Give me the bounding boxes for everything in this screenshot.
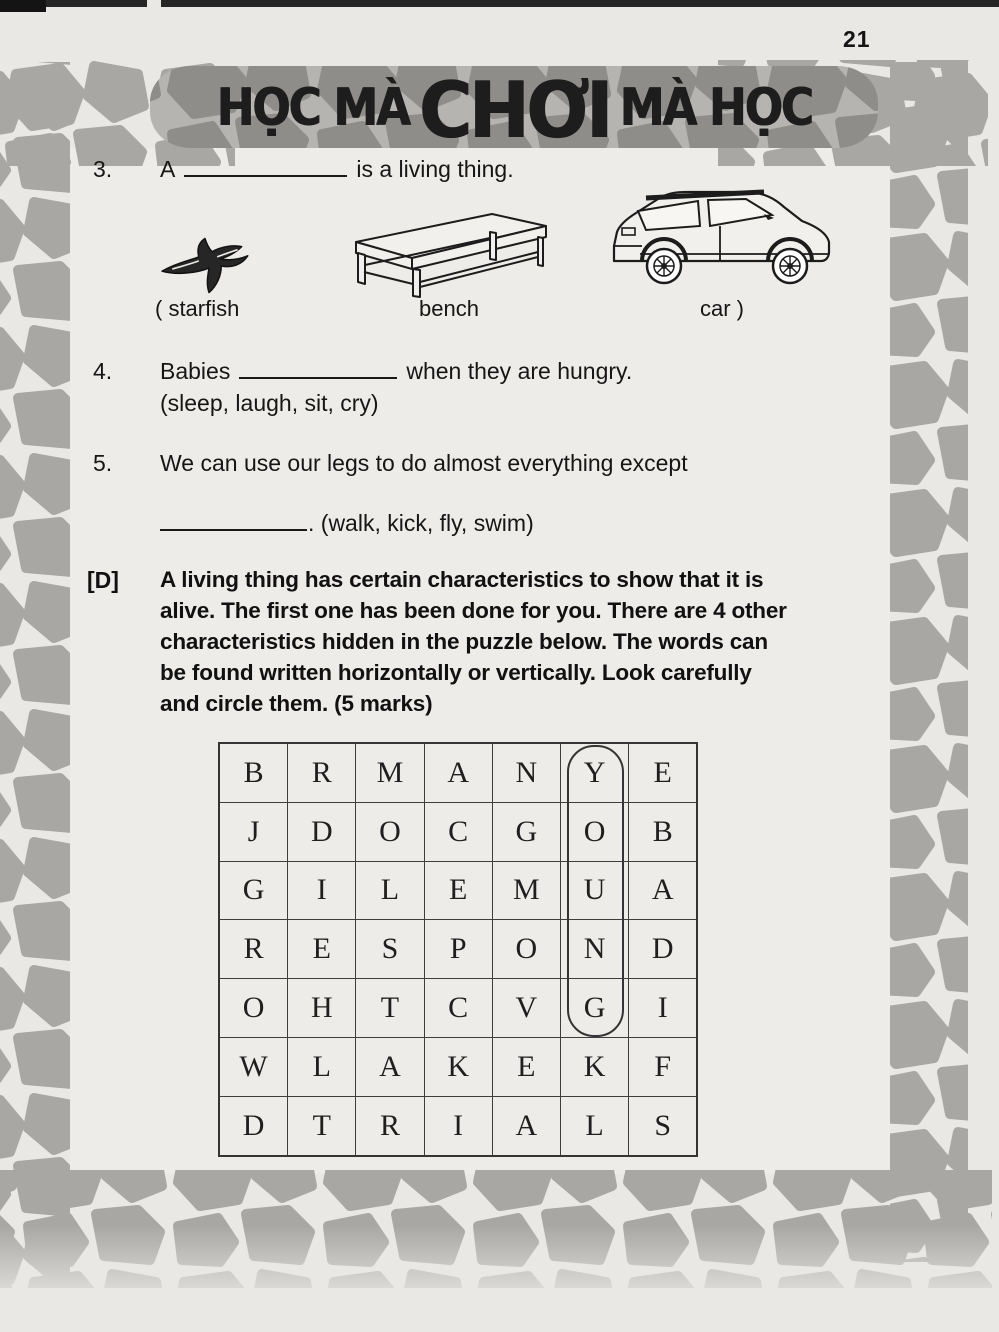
puzzle-cell: E	[492, 1037, 560, 1096]
puzzle-cell: L	[356, 861, 424, 920]
puzzle-cell: D	[219, 1096, 288, 1155]
puzzle-cell: S	[356, 920, 424, 979]
bench-image	[350, 208, 550, 300]
puzzle-row	[219, 979, 697, 1038]
question-4-options: (sleep, laugh, sit, cry)	[160, 390, 379, 416]
page-title	[150, 64, 878, 156]
puzzle-cell: O	[219, 979, 288, 1038]
puzzle-cell: H	[288, 979, 356, 1038]
q5-post-text: . (walk, kick, fly, swim)	[308, 510, 534, 536]
puzzle-row	[219, 1037, 697, 1096]
puzzle-cell: G	[492, 802, 560, 861]
puzzle-cell: N	[492, 743, 560, 802]
puzzle-cell: O	[492, 920, 560, 979]
puzzle-row	[219, 920, 697, 979]
puzzle-cell: C	[424, 979, 492, 1038]
puzzle-cell: B	[629, 802, 698, 861]
puzzle-cell: L	[288, 1037, 356, 1096]
puzzle-cell: I	[424, 1096, 492, 1155]
puzzle-cell: J	[219, 802, 288, 861]
puzzle-row	[219, 802, 697, 861]
section-d-line-4: be found written horizontally or vertically. Look carefully	[160, 660, 752, 685]
bench-label: bench	[419, 296, 479, 321]
q4-answer-blank	[239, 358, 397, 379]
puzzle-cell: A	[492, 1096, 560, 1155]
section-d-line-3: characteristics hidden in the puzzle below. The words can	[160, 629, 768, 654]
puzzle-cell: E	[424, 861, 492, 920]
section-d-label: [D]	[87, 567, 119, 593]
puzzle-row	[219, 743, 697, 802]
q4-post-text: when they are hungry.	[406, 358, 633, 384]
puzzle-cell: A	[629, 861, 698, 920]
question-5-text: We can use our legs to do almost everything except	[160, 450, 688, 476]
puzzle-row	[219, 861, 697, 920]
page-number: 21	[843, 26, 871, 52]
puzzle-cell: R	[288, 743, 356, 802]
question-3-text	[160, 156, 514, 183]
puzzle-cell: B	[219, 743, 288, 802]
circled-word-young-oval	[567, 745, 624, 1037]
puzzle-cell: G	[560, 979, 628, 1038]
puzzle-cell: R	[219, 920, 288, 979]
puzzle-cell: D	[288, 802, 356, 861]
puzzle-cell: O	[356, 802, 424, 861]
puzzle-cell: K	[560, 1037, 628, 1096]
puzzle-cell: S	[629, 1096, 698, 1155]
puzzle-cell: E	[288, 920, 356, 979]
section-d-line-2: alive. The first one has been done for you. There are 4 other	[160, 598, 787, 623]
border-pattern-left	[0, 62, 70, 1284]
puzzle-cell: T	[288, 1096, 356, 1155]
puzzle-cell: M	[356, 743, 424, 802]
question-4-number: 4.	[93, 358, 113, 384]
question-5-blank-line	[160, 510, 534, 537]
car-image	[602, 184, 842, 296]
puzzle-cell: E	[629, 743, 698, 802]
question-4-text	[160, 358, 632, 385]
puzzle-cell: W	[219, 1037, 288, 1096]
puzzle-cell: U	[560, 861, 628, 920]
q3-pre-text: A	[160, 156, 176, 182]
puzzle-cell: R	[356, 1096, 424, 1155]
puzzle-cell: K	[424, 1037, 492, 1096]
top-bar-notch	[147, 0, 161, 7]
puzzle-cell: I	[629, 979, 698, 1038]
puzzle-cell: T	[356, 979, 424, 1038]
question-5-number: 5.	[93, 450, 113, 476]
q3-answer-blank	[184, 156, 347, 177]
title-part-3: MÀ HỌC	[619, 76, 812, 138]
puzzle-cell: P	[424, 920, 492, 979]
top-left-corner-mark	[0, 0, 46, 12]
puzzle-cell: L	[560, 1096, 628, 1155]
puzzle-cell: A	[356, 1037, 424, 1096]
puzzle-cell: F	[629, 1037, 698, 1096]
puzzle-cell: Y	[560, 743, 628, 802]
q5-answer-blank	[160, 510, 307, 531]
q4-pre-text: Babies	[160, 358, 231, 384]
puzzle-row	[219, 1096, 697, 1155]
starfish-image	[158, 234, 260, 296]
title-part-1: HỌC MÀ	[216, 76, 409, 138]
starfish-label: ( starfish	[155, 296, 240, 321]
section-d-line-1: A living thing has certain characteristics to show that it is	[160, 567, 764, 592]
question-3-number: 3.	[93, 156, 113, 182]
puzzle-cell: C	[424, 802, 492, 861]
puzzle-cell: D	[629, 920, 698, 979]
puzzle-cell: M	[492, 861, 560, 920]
border-pattern-right	[890, 62, 968, 1262]
title-part-2: CHƠI	[418, 64, 610, 156]
puzzle-cell: N	[560, 920, 628, 979]
puzzle-cell: A	[424, 743, 492, 802]
q3-post-text: is a living thing.	[356, 156, 514, 182]
puzzle-cell: V	[492, 979, 560, 1038]
car-label: car )	[700, 296, 744, 321]
puzzle-cell: O	[560, 802, 628, 861]
puzzle-cell: G	[219, 861, 288, 920]
section-d-line-5: and circle them. (5 marks)	[160, 691, 433, 716]
word-search-grid	[218, 742, 698, 1157]
puzzle-cell: I	[288, 861, 356, 920]
bottom-fade	[0, 1225, 999, 1332]
